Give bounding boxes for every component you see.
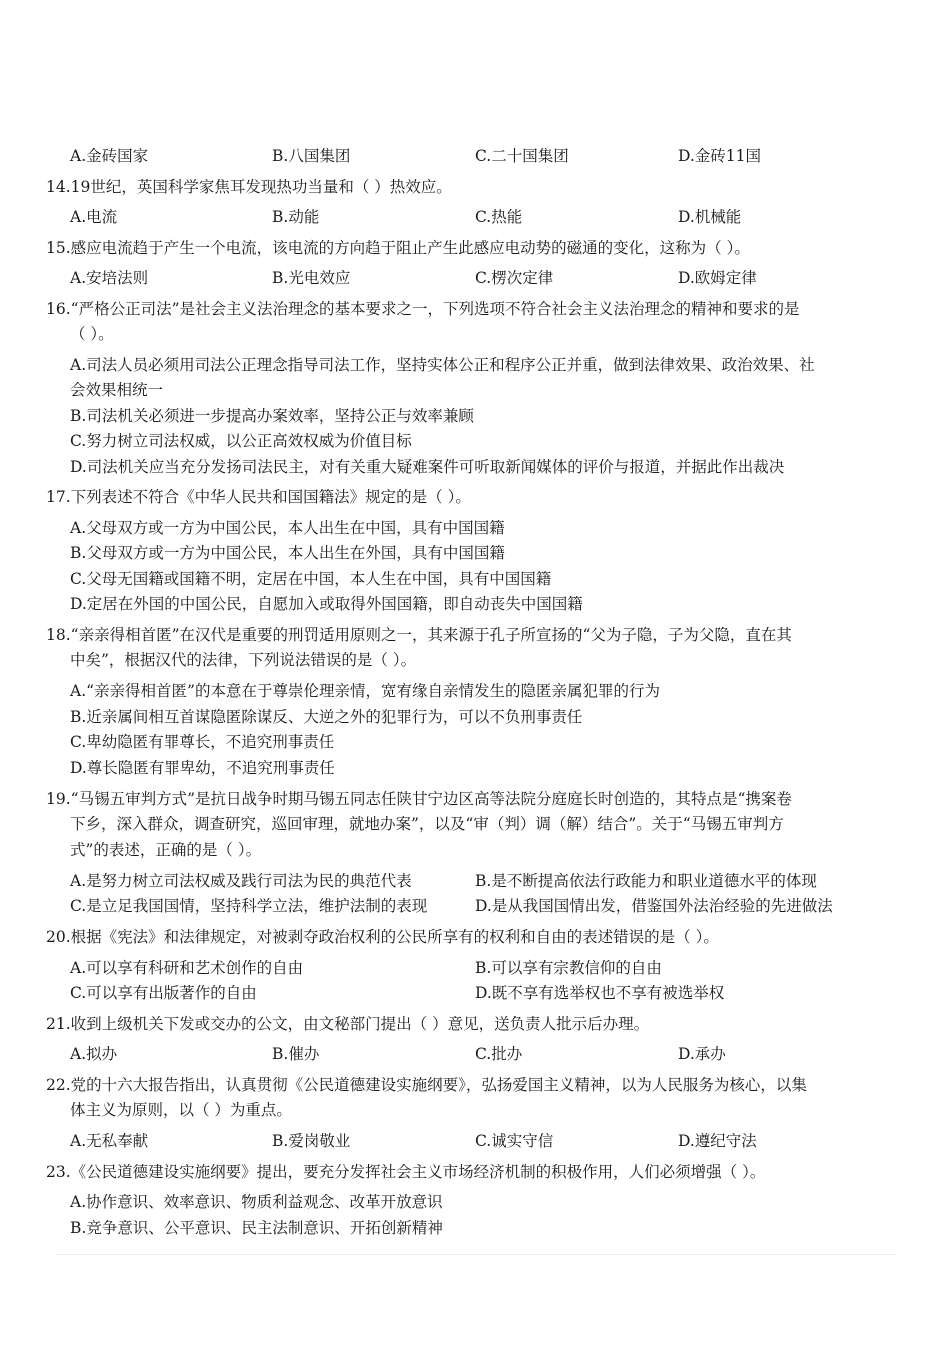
q19-option-d: D.是从我国国情出发，借鉴国外法治经验的先进做法 [475, 897, 833, 915]
q18-option-b: B.近亲属间相互首谋隐匿除谋反、大逆之外的犯罪行为，可以不负刑事责任 [70, 708, 583, 726]
q13-option-c: C.二十国集团 [475, 147, 569, 165]
q14-option-d: D.机械能 [678, 208, 742, 226]
page-divider [55, 1254, 895, 1255]
q16-option-a: A.司法人员必须用司法公正理念指导司法工作，坚持实体公正和程序公正并重，做到法律效果、政治效果、社 [70, 356, 815, 374]
q16-stem-cont: （ ）。 [70, 325, 114, 343]
q22-stem: 22.党的十六大报告指出，认真贯彻《公民道德建设实施纲要》，弘扬爱国主义精神，以为人民服务为核心，以集 [46, 1076, 807, 1094]
q22-option-b: B.爱岗敬业 [272, 1132, 351, 1150]
q15-option-a: A.安培法则 [70, 269, 149, 287]
q23-stem: 23.《公民道德建设实施纲要》提出，要充分发挥社会主义市场经济机制的积极作用，人们必须增强（ ）。 [46, 1163, 766, 1181]
q21-option-a: A.拟办 [70, 1045, 118, 1063]
q17-option-b: B.父母双方或一方为中国公民，本人出生在外国，具有中国国籍 [70, 544, 505, 562]
q16-option-a-cont: 会效果相统一 [70, 381, 164, 399]
q16-stem: 16.“严格公正司法”是社会主义法治理念的基本要求之一，下列选项不符合社会主义法治理念的精神和要求的是 [46, 300, 800, 318]
q16-option-b: B.司法机关必须进一步提高办案效率，坚持公正与效率兼顾 [70, 407, 474, 425]
q13-option-d: D.金砖11国 [678, 147, 762, 165]
q22-option-d: D.遵纪守法 [678, 1132, 757, 1150]
q22-option-a: A.无私奉献 [70, 1132, 149, 1150]
q15-option-c: C.楞次定律 [475, 269, 554, 287]
q21-stem: 21.收到上级机关下发或交办的公文，由文秘部门提出（ ）意见，送负责人批示后办理。 [46, 1015, 650, 1033]
q19-option-c: C.是立足我国国情，坚持科学立法，维护法制的表现 [70, 897, 428, 915]
q14-option-a: A.电流 [70, 208, 118, 226]
q15-option-d: D.欧姆定律 [678, 269, 757, 287]
q17-option-d: D.定居在外国的中国公民，自愿加入或取得外国国籍，即自动丧失中国国籍 [70, 595, 583, 613]
q19-stem-cont-2: 式”的表述，正确的是（ ）。 [70, 841, 262, 859]
q22-option-c: C.诚实守信 [475, 1132, 554, 1150]
q23-option-b: B.竞争意识、公平意识、民主法制意识、开拓创新精神 [70, 1219, 443, 1237]
q19-option-a: A.是努力树立司法权威及践行司法为民的典范代表 [70, 872, 412, 890]
q19-stem-cont-1: 下乡，深入群众，调查研究，巡回审理，就地办案”，以及“审（判）调（解）结合”。关于“马锡五审判方 [70, 815, 784, 833]
q19-option-b: B.是不断提高依法行政能力和职业道德水平的体现 [475, 872, 817, 890]
q20-option-d: D.既不享有选举权也不享有被选举权 [475, 984, 725, 1002]
q14-option-c: C.热能 [475, 208, 523, 226]
q16-option-c: C.努力树立司法权威，以公正高效权威为价值目标 [70, 432, 412, 450]
q18-stem: 18.“亲亲得相首匿”在汉代是重要的刑罚适用原则之一，其来源于孔子所宣扬的“父为子隐，子为父隐，直在其 [46, 626, 792, 644]
q21-option-b: B.催办 [272, 1045, 320, 1063]
q18-option-c: C.卑幼隐匿有罪尊长，不追究刑事责任 [70, 733, 335, 751]
q14-stem: 14.19世纪，英国科学家焦耳发现热功当量和（ ）热效应。 [46, 178, 452, 196]
q19-stem: 19.“马锡五审判方式”是抗日战争时期马锡五同志任陕甘宁边区高等法院分庭庭长时创造的，其特点是“携案卷 [46, 790, 792, 808]
q21-option-d: D.承办 [678, 1045, 726, 1063]
q18-stem-cont: 中矣”，根据汉代的法律，下列说法错误的是（ ）。 [70, 651, 417, 669]
q13-option-b: B.八国集团 [272, 147, 351, 165]
q20-option-c: C.可以享有出版著作的自由 [70, 984, 257, 1002]
q21-option-c: C.批办 [475, 1045, 523, 1063]
q20-option-b: B.可以享有宗教信仰的自由 [475, 959, 662, 977]
q16-option-d: D.司法机关应当充分发扬司法民主，对有关重大疑难案件可听取新闻媒体的评价与报道，并据此作出裁决 [70, 458, 785, 476]
q18-option-d: D.尊长隐匿有罪卑幼，不追究刑事责任 [70, 759, 335, 777]
q15-stem: 15.感应电流趋于产生一个电流，该电流的方向趋于阻止产生此感应电动势的磁通的变化，这称为（ ）。 [46, 239, 750, 257]
q23-option-a: A.协作意识、效率意识、物质利益观念、改革开放意识 [70, 1193, 443, 1211]
q20-stem: 20.根据《宪法》和法律规定，对被剥夺政治权利的公民所享有的权利和自由的表述错误的是（ ）。 [46, 928, 719, 946]
q13-option-a: A.金砖国家 [70, 147, 149, 165]
q17-option-c: C.父母无国籍或国籍不明，定居在中国，本人生在中国，具有中国国籍 [70, 570, 552, 588]
q20-option-a: A.可以享有科研和艺术创作的自由 [70, 959, 304, 977]
q22-stem-cont: 体主义为原则，以（ ）为重点。 [70, 1101, 292, 1119]
q15-option-b: B.光电效应 [272, 269, 351, 287]
q17-stem: 17.下列表述不符合《中华人民共和国国籍法》规定的是（ ）。 [46, 488, 471, 506]
q18-option-a: A.“亲亲得相首匿”的本意在于尊崇伦理亲情，宽宥缘自亲情发生的隐匿亲属犯罪的行为 [70, 682, 660, 700]
q17-option-a: A.父母双方或一方为中国公民，本人出生在中国，具有中国国籍 [70, 519, 505, 537]
q14-option-b: B.动能 [272, 208, 320, 226]
